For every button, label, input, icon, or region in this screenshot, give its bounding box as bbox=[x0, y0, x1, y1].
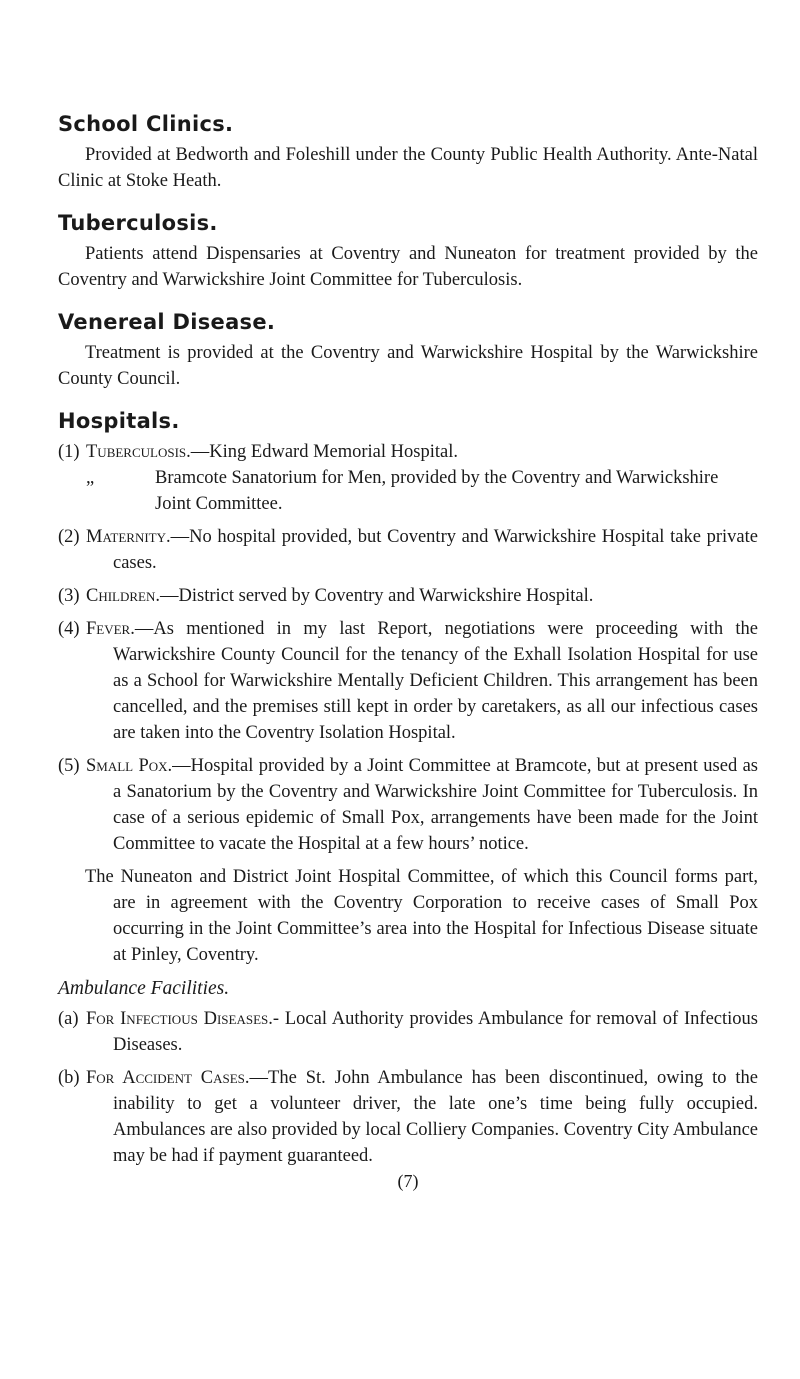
item-text: - Local Authority provides Ambulance for removal of Infectious Diseases. bbox=[113, 1009, 758, 1055]
item-number: (b) bbox=[58, 1068, 80, 1088]
page-number: (7) bbox=[397, 1171, 419, 1191]
item-text: —District served by Coventry and Warwickshire Hospital. bbox=[160, 586, 594, 606]
section-venereal-disease bbox=[58, 310, 758, 392]
document-page bbox=[58, 112, 758, 1192]
hospital-subitem-bramcote bbox=[58, 465, 758, 517]
hospital-item-tuberculosis bbox=[58, 439, 758, 465]
text-tuberculosis: Patients attend Dispensaries at Coventry and Nuneaton for treatment provided by the Coventry and Warwickshire Joint Committee for Tuberculosis. bbox=[58, 244, 758, 290]
subitem-text: Bramcote Sanatorium for Men, provided by the Coventry and Warwickshire Joint Committee. bbox=[155, 468, 719, 514]
heading-tuberculosis: Tuberculosis. bbox=[58, 211, 218, 235]
hospital-item-fever bbox=[58, 616, 758, 746]
item-label: Tuberculosis. bbox=[86, 442, 191, 462]
hospital-item-children bbox=[58, 583, 758, 609]
heading-school-clinics: School Clinics. bbox=[58, 112, 234, 136]
item-label: Children. bbox=[86, 586, 161, 606]
item-label: For Accident Cases. bbox=[86, 1068, 250, 1088]
heading-venereal-disease: Venereal Disease. bbox=[58, 310, 276, 334]
item-number: (1) bbox=[58, 442, 80, 462]
item-text: —King Edward Memorial Hospital. bbox=[190, 442, 458, 462]
item-text: —Hospital provided by a Joint Committee at Bramcote, but at present used as a Sanatorium by the Coventry and Warwickshire Joint Committee for Tuberculosis. In case of a serious epidemic of Small Pox, arrangements have been made for the Joint Committee to vacate the Hospital at a few hours’ notice. bbox=[113, 756, 758, 854]
text-nuneaton-committee: The Nuneaton and District Joint Hospital Committee, of which this Council forms part, are in agreement with the Coventry Corporation to receive cases of Small Pox occurring in the Joint Committee’s area into the Hospital for Infectious Disease situate at Pinley, Coventry. bbox=[85, 867, 758, 965]
ditto-mark: „ bbox=[86, 468, 95, 488]
heading-hospitals: Hospitals. bbox=[58, 409, 180, 433]
item-label: For Infectious Diseases. bbox=[86, 1009, 273, 1029]
item-number: (3) bbox=[58, 586, 80, 606]
text-venereal-disease: Treatment is provided at the Coventry and Warwickshire Hospital by the Warwickshire County Council. bbox=[58, 343, 758, 389]
item-text: —The St. John Ambulance has been discontinued, owing to the inability to get a volunteer driver, the late one’s time being fully occupied. Ambulances are also provided by local Colliery Companies. Coventry City Ambulance may be had if payment guaranteed. bbox=[113, 1068, 758, 1166]
item-label: Maternity. bbox=[86, 527, 171, 547]
item-text: —No hospital provided, but Coventry and Warwickshire Hospital take private cases. bbox=[113, 527, 758, 573]
section-school-clinics bbox=[58, 112, 758, 194]
item-number: (2) bbox=[58, 527, 80, 547]
ambulance-item-accident bbox=[58, 1065, 758, 1169]
item-label: Fever. bbox=[86, 619, 135, 639]
section-hospitals bbox=[58, 409, 758, 968]
item-number: (5) bbox=[58, 756, 80, 776]
item-number: (4) bbox=[58, 619, 80, 639]
item-label: Small Pox. bbox=[86, 756, 173, 776]
ambulance-item-infectious bbox=[58, 1006, 758, 1058]
item-text: —As mentioned in my last Report, negotiations were proceeding with the Warwickshire County Council for the tenancy of the Exhall Isolation Hospital for use as a School for Warwickshire Mentally Deficient Children. This arrangement has been cancelled, and the premises still kept in order by caretakers, as all our infectious cases are taken into the Coventry Isolation Hospital. bbox=[113, 619, 758, 743]
section-ambulance bbox=[58, 978, 758, 1169]
item-number: (a) bbox=[58, 1009, 79, 1029]
hospital-item-small-pox bbox=[58, 753, 758, 857]
text-school-clinics: Provided at Bedworth and Foleshill under the County Public Health Authority. Ante-Natal Clinic at Stoke Heath. bbox=[58, 145, 758, 191]
section-tuberculosis bbox=[58, 211, 758, 293]
heading-ambulance-facilities: Ambulance Facilities. bbox=[58, 978, 230, 999]
hospital-item-maternity bbox=[58, 524, 758, 576]
